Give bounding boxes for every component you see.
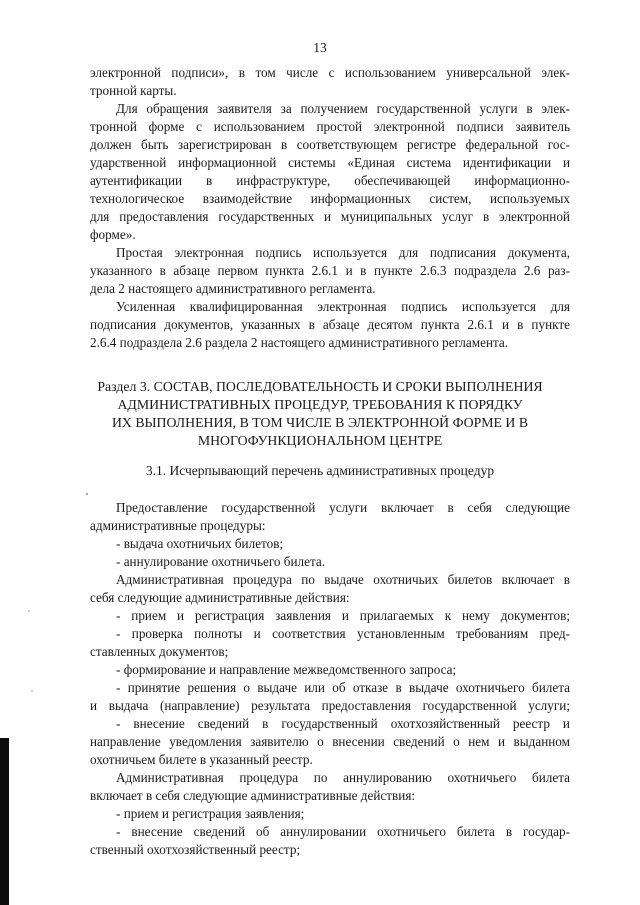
text-line: ставленных документов;: [90, 644, 229, 659]
scan-edge-bar: [0, 738, 9, 905]
scan-speck: [31, 690, 33, 692]
list-item: - внесение сведений в государственный охотхозяйственный реестр и: [116, 716, 570, 731]
text-line: Административная процедура по выдаче охотничьих билетов включает в: [116, 572, 570, 587]
text-line: технологическое взаимодействие информационных систем, используемых: [90, 191, 570, 206]
text-line: Административная процедура по аннулированию охотничьего билета: [116, 770, 570, 785]
text-line: Предоставление государственной услуги включает в себя следующие: [116, 500, 570, 515]
text-line: должен быть зарегистрирован в соответствующем регистре федеральной гос-: [90, 137, 570, 152]
list-item: - формирование и направление межведомственного запроса;: [116, 662, 457, 677]
list-item: - проверка полноты и соответствия установленным требованиям пред-: [116, 626, 570, 641]
text-line: электронной подписи», в том числе с использованием универсальной элек-: [90, 65, 570, 80]
scan-speck: [28, 610, 30, 612]
text-line: тронной карты.: [90, 83, 177, 98]
text-line: 2.6.4 подраздела 2.6 раздела 2 настоящего административного регламента.: [90, 335, 509, 350]
section-heading-line: МНОГОФУНКЦИОНАЛЬНОМ ЦЕНТРЕ: [197, 433, 443, 448]
text-line: ударственной информационной системы «Единая система идентификации и: [90, 155, 570, 170]
page-number: 13: [313, 40, 327, 55]
text-line: включает в себя следующие административные действия:: [90, 788, 416, 803]
text-line: административные процедуры:: [90, 518, 266, 533]
section-heading-line: ИХ ВЫПОЛНЕНИЯ, В ТОМ ЧИСЛЕ В ЭЛЕКТРОННОЙ ФОРМЕ И В: [111, 415, 529, 430]
text-line: подписания документов, указанных в абзаце десятом пункта 2.6.1 и в пункте: [90, 317, 570, 332]
list-item: - принятие решения о выдаче или об отказе в выдаче охотничьего билета: [116, 680, 570, 695]
text-line: указанного в абзаце первом пункта 2.6.1 и в пункте 2.6.3 подраздела 2.6 раз-: [90, 263, 570, 278]
text-line: себя следующие административные действия:: [90, 590, 350, 605]
text-line: Для обращения заявителя за получением государственной услуги в элек-: [116, 101, 570, 116]
list-item: - аннулирование охотничьего билета.: [116, 554, 326, 569]
text-line: направление уведомления заявителю о внесении сведений о нем и выданном: [90, 734, 570, 749]
list-item: - прием и регистрация заявления;: [116, 806, 305, 821]
list-item: - прием и регистрация заявления и прилагаемых к нему документов;: [116, 608, 570, 623]
text-line: ственный охотхозяйственный реестр;: [90, 842, 301, 857]
list-item: - выдача охотничьих билетов;: [116, 536, 284, 551]
text-line: Простая электронная подпись используется для подписания документа,: [116, 245, 570, 260]
text-line: дела 2 настоящего административного регламента.: [90, 281, 376, 296]
text-line: форме».: [90, 227, 136, 242]
subsection-heading: 3.1. Исчерпывающий перечень административных процедур: [145, 463, 495, 478]
text-line: охотничьем билете в указанный реестр.: [90, 752, 313, 767]
section-heading-line: Раздел 3. СОСТАВ, ПОСЛЕДОВАТЕЛЬНОСТЬ И СРОКИ ВЫПОЛНЕНИЯ: [97, 379, 543, 394]
text-line: для предоставления государственных и муниципальных услуг в электронной: [90, 209, 570, 224]
text-line: и выдача (направление) результата предоставления государственной услуги;: [90, 698, 570, 713]
text-line: тронной форме с использованием простой электронной подписи заявитель: [90, 119, 570, 134]
list-item: - внесение сведений об аннулировании охотничьего билета в государ-: [116, 824, 570, 839]
text-line: аутентификации в инфраструктуре, обеспечивающей информационно-: [90, 173, 570, 188]
scan-speck: [86, 493, 88, 495]
section-heading-line: АДМИНИСТРАТИВНЫХ ПРОЦЕДУР, ТРЕБОВАНИЯ К ПОРЯДКУ: [117, 397, 523, 412]
text-line: Усиленная квалифицированная электронная подпись используется для: [116, 299, 570, 314]
